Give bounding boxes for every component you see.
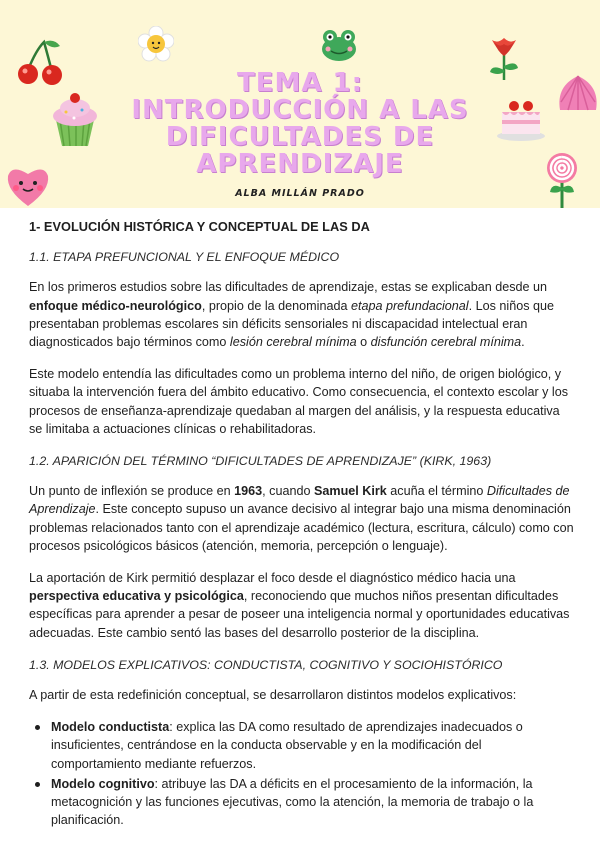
- paragraph: A partir de esta redefinición conceptual, se desarrollaron distintos modelos explicativos:: [29, 688, 517, 703]
- frog-icon: [320, 28, 358, 62]
- title-line-4: APRENDIZAJE: [196, 149, 404, 179]
- title-line-3: DIFICULTADES DE: [165, 122, 435, 152]
- author-name: ALBA MILLÁN PRADO: [235, 188, 365, 199]
- paragraph: La aportación de Kirk permitió desplazar el foco desde el diagnóstico médico hacia una perspectiva educativa y psicológica, reconociendo que muchos niños presentan dificultades específicas para aprender a pesar de poseer una inteligencia normal y oportunidades educativas adecuadas. Este cambio sentó las bases del desarrollo posterior de la disciplina.: [29, 571, 570, 640]
- models-list: [29, 718, 574, 829]
- header-banner: [0, 0, 600, 208]
- list-item: Modelo cognitivo: atribuye las DA a déficits en el procesamiento de la información, la metacognición y las funciones ejecutivas, como la atención, la memoria de trabajo o la planificación.: [51, 775, 574, 830]
- flower-face-icon: [138, 26, 174, 62]
- subsection-heading-1-1: 1.1. ETAPA PREFUNCIONAL Y EL ENFOQUE MÉDICO: [29, 250, 340, 265]
- paragraph: Un punto de inflexión se produce en 1963, cuando Samuel Kirk acuña el término Dificultades de Aprendizaje. Este concepto supuso un avance decisivo al integrar bajo una misma denominación problemas relacionados tanto con el aprendizaje académico (lectura, escritura, cálculo) como con procesos psicológicos básicos (atención, memoria, percepción o lenguaje).: [29, 484, 574, 553]
- title-line-1: TEMA 1:: [236, 68, 364, 98]
- subsection-heading-1-3: 1.3. MODELOS EXPLICATIVOS: CONDUCTISTA, COGNITIVO Y SOCIOHISTÓRICO: [29, 657, 503, 672]
- page-title: [0, 70, 600, 178]
- title-line-2: INTRODUCCIÓN A LAS: [131, 95, 469, 125]
- paragraph: Este modelo entendía las dificultades como un problema interno del niño, de origen biológico, y situaba la intervención fuera del ámbito educativo. Como consecuencia, el contexto escolar y los procesos de enseñanza-aprendizaje quedaban al margen del análisis, y la respuesta educativa se limitaba a actuaciones clínicas o rehabilitadoras.: [29, 367, 569, 436]
- document-body: [29, 218, 574, 831]
- list-item: Modelo conductista: explica las DA como resultado de aprendizajes inadecuados o insuficientes, centrándose en la conducta observable y en la modificación del comportamiento mediante refuerzos.: [51, 718, 574, 773]
- section-heading: 1- EVOLUCIÓN HISTÓRICA Y CONCEPTUAL DE LAS DA: [29, 219, 370, 234]
- paragraph: En los primeros estudios sobre las dificultades de aprendizaje, estas se explicaban desde un enfoque médico-neurológico, propio de la denominada etapa prefundacional. Los niños que presentaban problemas escolares sin déficits sensoriales ni discapacidad intelectual eran diagnosticados bajo términos como lesión cerebral mínima o disfunción cerebral mínima.: [29, 280, 555, 350]
- subsection-heading-1-2: 1.2. APARICIÓN DEL TÉRMINO “DIFICULTADES DE APRENDIZAJE” (KIRK, 1963): [29, 454, 492, 469]
